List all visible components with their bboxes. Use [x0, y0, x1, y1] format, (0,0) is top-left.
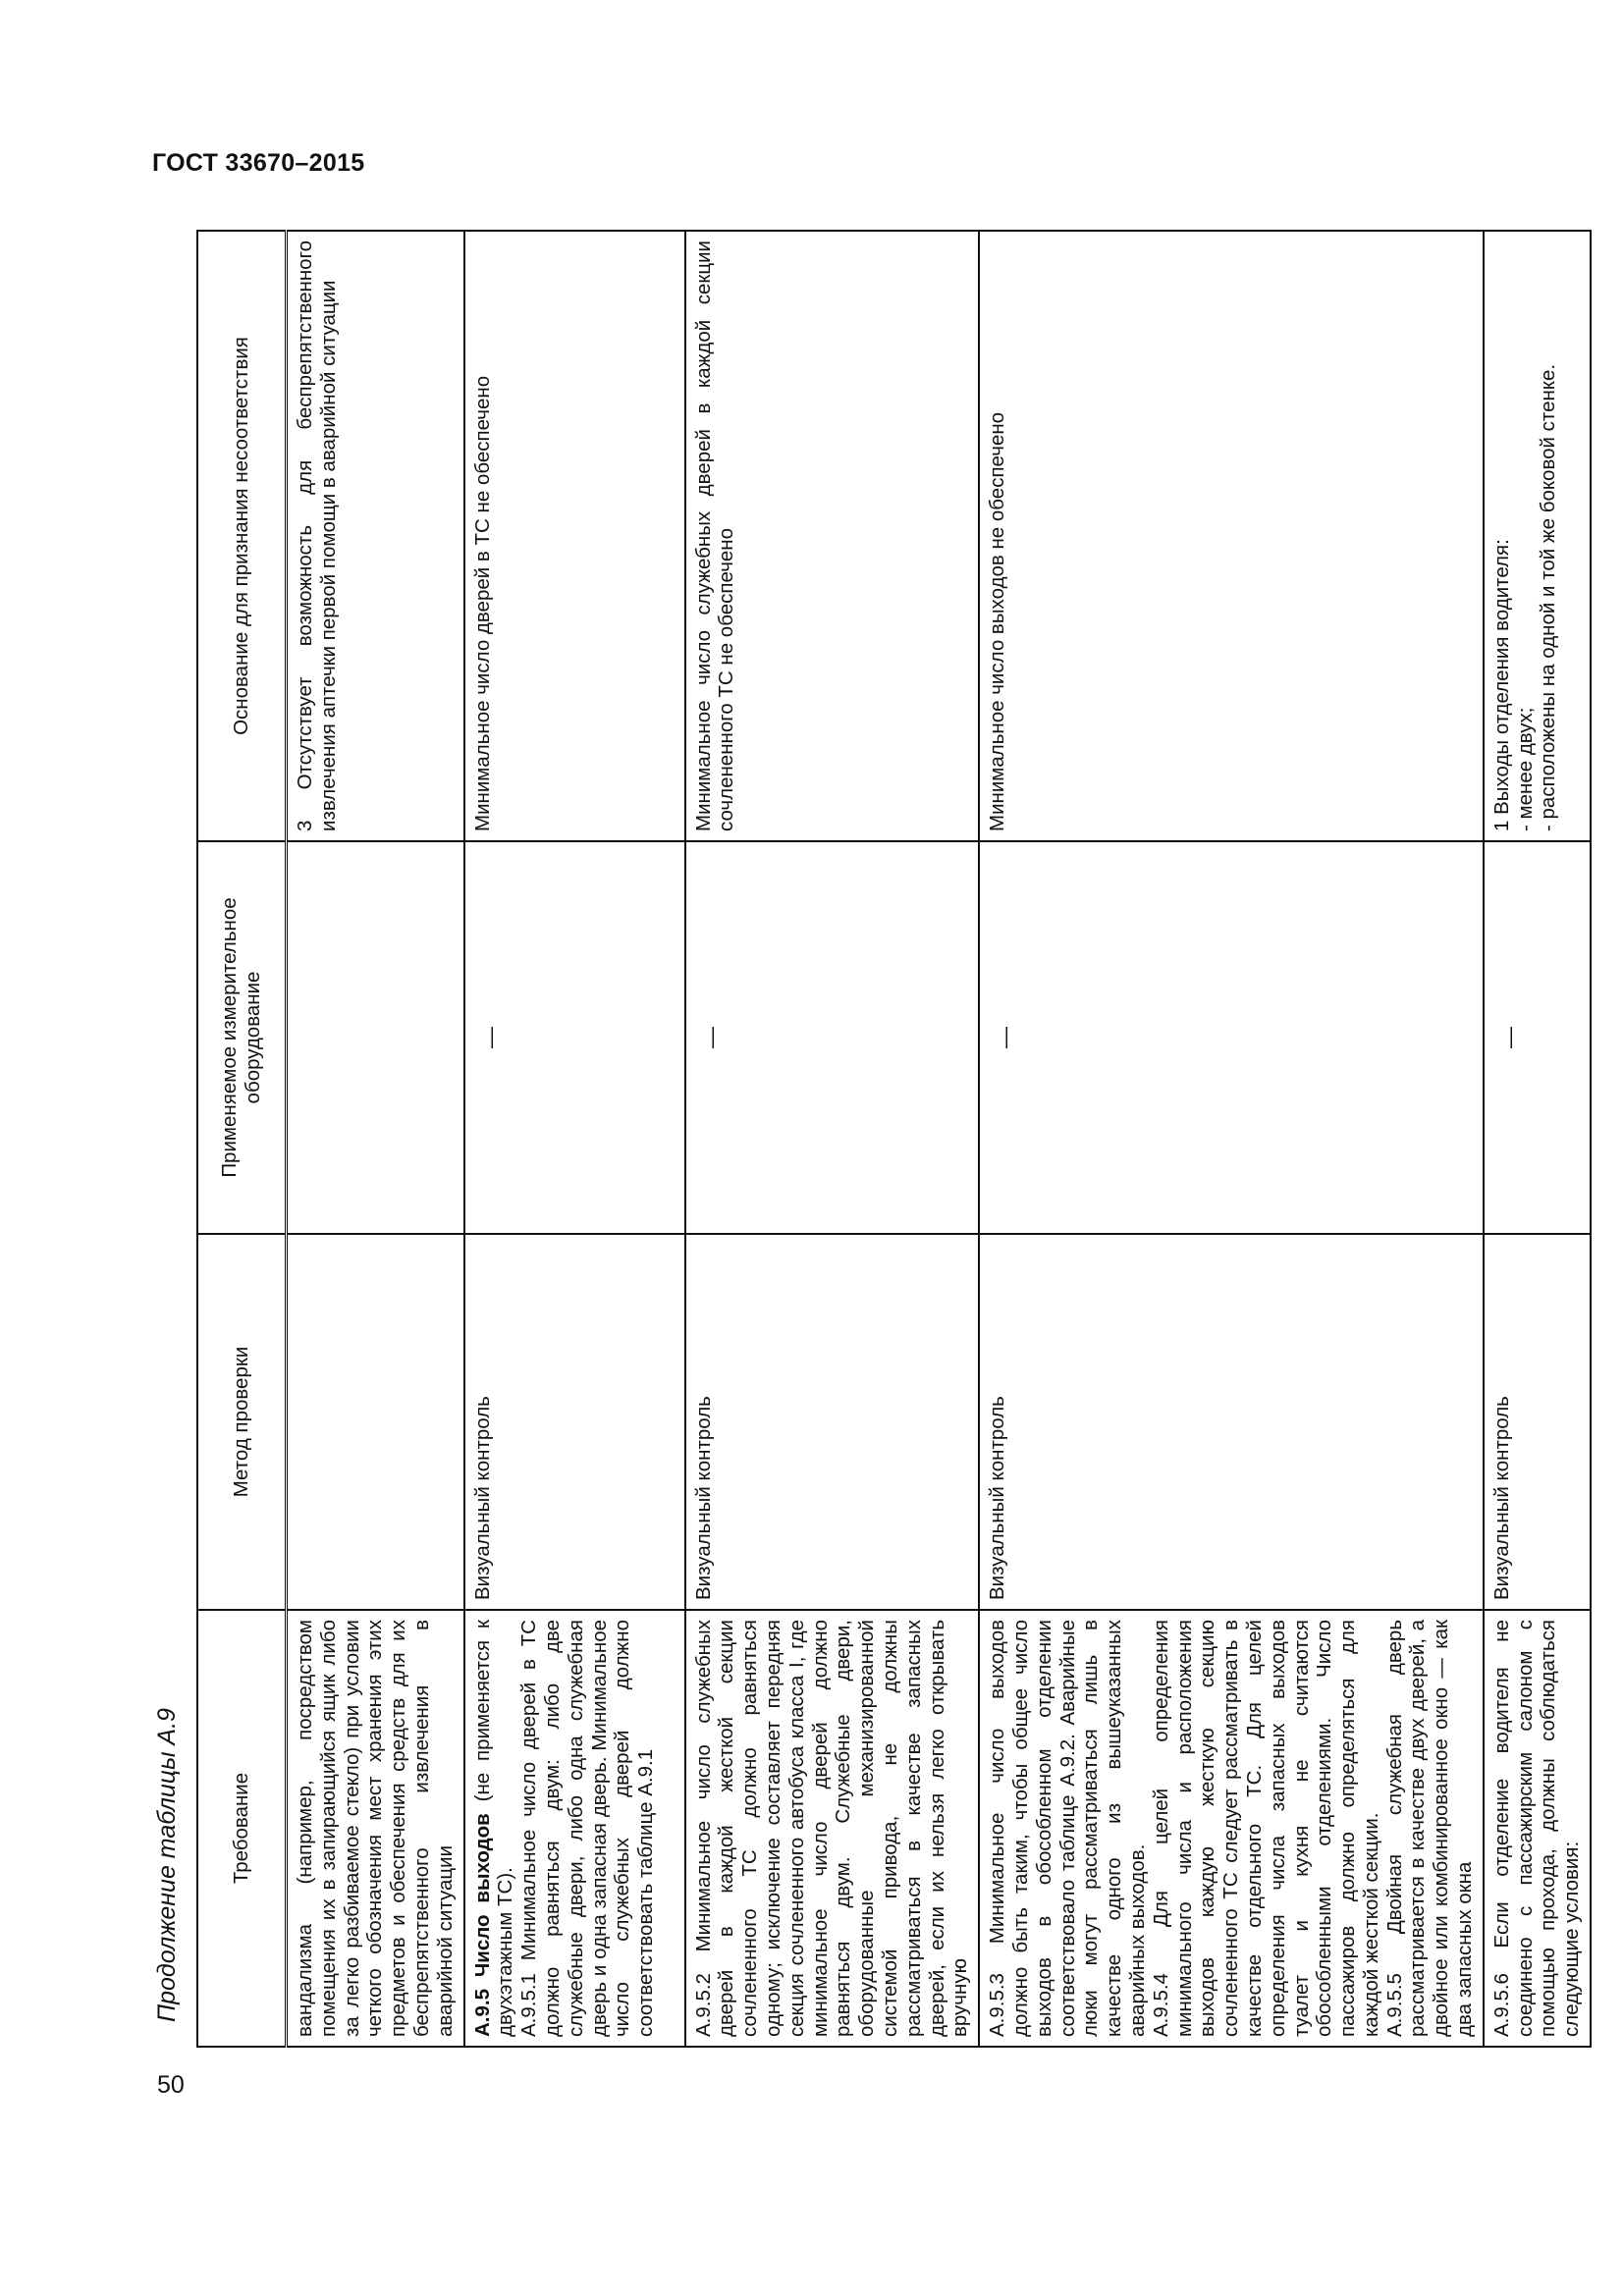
equipment-cell	[287, 841, 464, 1234]
requirement-cell: А.9.5.6 Если отделение водителя не соединено с пассажирским салоном с помощью прохода, должны соблюдаться следующие условия:	[1484, 1610, 1591, 2047]
basis-text: - менее двух;	[1513, 707, 1537, 831]
basis-cell: Минимальное число служебных дверей в каждой секции сочлененного ТС не обеспечено	[685, 231, 980, 841]
method-cell: Визуальный контроль	[979, 1234, 1484, 1610]
table-row	[685, 231, 980, 2047]
page-number: 50	[157, 2071, 185, 2099]
equipment-cell: —	[685, 841, 980, 1234]
column-header-method: Метод проверки	[197, 1234, 287, 1610]
column-header-requirement: Требование	[197, 1610, 287, 2047]
basis-cell: Минимальное число дверей в ТС не обеспечено	[464, 231, 685, 841]
requirement-text: А.9.5.3 Минимальное число выходов должно быть таким, чтобы общее число выходов в обособленном отделении соответствовало таблице А.9.2. Аварийные люки могут рассматриваться лишь в качестве одного из вышеуказанных аварийных выходов.	[986, 1620, 1149, 2037]
equipment-cell: —	[1484, 841, 1591, 1234]
table-header-row	[197, 231, 287, 2047]
document-header: ГОСТ 33670–2015	[152, 149, 365, 177]
requirement-text: А.9.5.4 Для целей определения минимального числа и расположения выходов каждую жесткую секцию сочлененного ТС следует рассматривать в качестве отдельного ТС. Для целей определения числа запасных выходов туалет и кухня не считаются обособленными отделениями. Число пассажиров должно определяться для каждой жесткой секции.	[1149, 1620, 1382, 2037]
requirement-text: А.9.5.5 Двойная служебная дверь рассматривается в качестве двух дверей, а двойное или комбинированное окно — как два запасных окна	[1382, 1620, 1477, 2037]
requirement-text: А.9.5.1 Минимальное число дверей в ТС должно равняться двум: либо две служебные двери, либо одна служебная дверь и одна запасная дверь. Минимальное число служебных дверей должно соответствовать таблице А.9.1	[517, 1620, 658, 2037]
section-title-note: (не применяется к двухэтажным ТС).	[470, 1620, 517, 2037]
table-row	[287, 231, 464, 2047]
basis-cell: 3 Отсутствует возможность для беспрепятственного извлечения аптечки первой помощи в аварийной ситуации	[287, 231, 464, 841]
table-rotation-wrapper	[196, 232, 1584, 2048]
column-header-basis: Основание для признания несоответствия	[197, 231, 287, 841]
equipment-cell: —	[464, 841, 685, 1234]
equipment-cell: —	[979, 841, 1484, 1234]
basis-text: - расположены на одной и той же боковой стенке.	[1537, 363, 1560, 831]
requirements-table	[196, 230, 1592, 2048]
table-row	[464, 231, 685, 2047]
basis-cell	[1484, 231, 1591, 841]
method-cell	[287, 1234, 464, 1610]
requirement-cell	[464, 1610, 685, 2047]
basis-text: 1 Выходы отделения водителя:	[1489, 539, 1513, 831]
basis-cell: Минимальное число выходов не обеспечено	[979, 231, 1484, 841]
section-title: А.9.5 Число выходов	[470, 1813, 494, 2037]
method-cell: Визуальный контроль	[1484, 1234, 1591, 1610]
column-header-equipment: Применяемое измерительное оборудование	[197, 841, 287, 1234]
requirement-cell: А.9.5.2 Минимальное число служебных дверей в каждой жесткой секции сочлененного ТС должно равняться одному; исключение составляет передняя секция сочлененного автобуса класса I, где минимальное число дверей должно равняться двум. Служебные двери, оборудованные механизированной системой привода, не должны рассматриваться в качестве запасных дверей, если их нельзя легко открывать вручную	[685, 1610, 980, 2047]
table-row	[1484, 231, 1591, 2047]
requirement-cell: вандализма (например, посредством помещения их в запирающийся ящик либо за легко разбиваемое стекло) при условии четкого обозначения мест хранения этих предметов и обеспечения средств для их беспрепятственного извлечения в аварийной ситуации	[287, 1610, 464, 2047]
requirement-cell	[979, 1610, 1484, 2047]
table-row	[979, 231, 1484, 2047]
method-cell: Визуальный контроль	[685, 1234, 980, 1610]
method-cell: Визуальный контроль	[464, 1234, 685, 1610]
table-caption: Продолжение таблицы А.9	[153, 1708, 181, 2022]
